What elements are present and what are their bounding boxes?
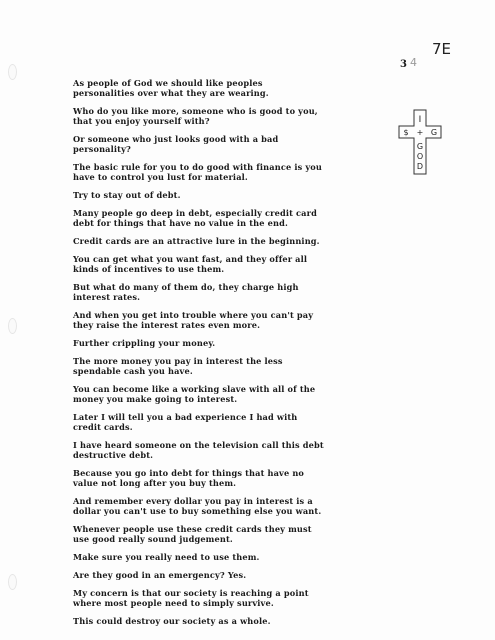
cross-letter-right: G [430,128,438,137]
cross-letter-top: I [418,115,422,125]
paragraph: Try to stay out of debt. [73,190,181,200]
paragraph: Are they good in an emergency? Yes. [73,570,247,580]
paragraph: I have heard someone on the television call this debt destructive debt. [73,440,324,460]
paragraph: You can become like a working slave with all of the money you make going to interest. [73,384,316,404]
paragraph: The more money you pay in interest the less spendable cash you have. [73,356,283,376]
paragraph: Because you go into debt for things that have no value not long after you buy them. [73,468,305,488]
paragraph: Who do you like more, someone who is good to you, that you enjoy yourself with? [73,106,318,126]
handwritten-page-label: 7E [432,40,452,58]
cross-letter-down-3: D [416,162,424,171]
document-body [73,78,418,634]
cross-letter-left: $ [403,128,409,137]
punch-hole [8,318,17,334]
paragraph: Later I will tell you a bad experience I had with credit cards. [73,412,298,432]
cross-letter-down-1: G [416,142,424,151]
paragraph: Further crippling your money. [73,338,216,348]
paragraph: And when you get into trouble where you can't pay they raise the interest rates even more. [73,310,314,330]
paragraph: Many people go deep in debt, especially credit card debt for things that have no value in the end. [73,208,317,228]
page-number: 3 [400,59,407,70]
paragraph: My concern is that our society is reaching a point where most people need to simply survive. [73,588,309,608]
punch-hole [8,574,17,590]
paragraph: As people of God we should like peoples personalities over what they are wearing. [73,78,269,98]
paragraph: And remember every dollar you pay in interest is a dollar you can't use to buy something else you want. [73,496,322,516]
paragraph: This could destroy our society as a whole. [73,616,271,626]
punch-hole [8,64,17,80]
paragraph: Whenever people use these credit cards they must use good really sound judgement. [73,524,312,544]
paragraph: Or someone who just looks good with a bad personality? [73,134,279,154]
cross-letter-middle: + [416,128,424,137]
paragraph: Credit cards are an attractive lure in the beginning. [73,236,320,246]
paragraph: You can get what you want fast, and they offer all kinds of incentives to use them. [73,254,308,274]
paragraph: The basic rule for you to do good with finance is you have to control you lust for material. [73,162,322,182]
paragraph: Make sure you really need to use them. [73,552,260,562]
struck-page-number: 4 [410,56,417,69]
cross-letter-down-2: O [416,152,424,161]
paragraph: But what do many of them do, they charge high interest rates. [73,282,299,302]
